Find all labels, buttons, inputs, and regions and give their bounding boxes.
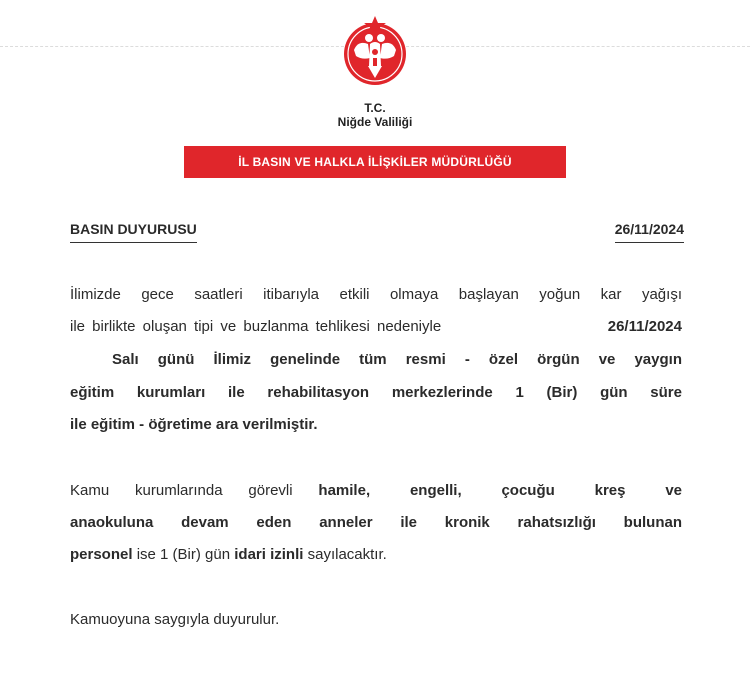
paragraph-1-line-2-text: ile birlikte oluşan tipi ve buzlanma tehlikesi nedeniyle (70, 318, 442, 335)
paragraph-2-line-2: anaokuluna devam eden anneler ile kronik rahatsızlığı bulunan (70, 514, 682, 531)
paragraph-2-line-1-bold: hamile, engelli, çocuğu kreş ve (318, 482, 683, 499)
department-banner: İL BASIN VE HALKLA İLİŞKİLER MÜDÜRLÜĞÜ (184, 146, 566, 178)
institution-name: Niğde Valiliği (337, 115, 413, 129)
paragraph-1-date: 26/11/2024 (607, 318, 682, 335)
paragraph-2-personel: personel (70, 546, 133, 563)
paragraph-2-duration: ise 1 (Bir) gün (136, 546, 231, 563)
paragraph-2-line-3 (70, 546, 387, 563)
paragraph-2-line-1 (70, 482, 682, 499)
document-date: 26/11/2024 (615, 221, 684, 243)
tc-label: T.C. (364, 101, 386, 115)
paragraph-2-leave-type: idari izinli (234, 546, 304, 563)
paragraph-1-line-3: Salı günü İlimiz genelinde tüm resmi - özel örgün ve yaygın (112, 351, 682, 368)
valilik-seal-icon (340, 14, 410, 88)
paragraph-2-ending: sayılacaktır. (307, 546, 387, 563)
paragraph-1-line-1: İlimizde gece saatleri itibarıyla etkili olmaya başlayan yoğun kar yağışı (70, 286, 682, 303)
paragraph-2-line-1-text: Kamu kurumlarında görevli (70, 482, 293, 499)
paragraph-1-line-2 (70, 318, 682, 335)
paragraph-1-line-4: eğitim kurumları ile rehabilitasyon merkezlerinde 1 (Bir) gün süre (70, 384, 682, 401)
document-title: BASIN DUYURUSU (70, 221, 197, 243)
paragraph-1-line-5: ile eğitim - öğretime ara verilmiştir. (70, 416, 318, 433)
closing-statement: Kamuoyuna saygıyla duyurulur. (70, 611, 280, 628)
